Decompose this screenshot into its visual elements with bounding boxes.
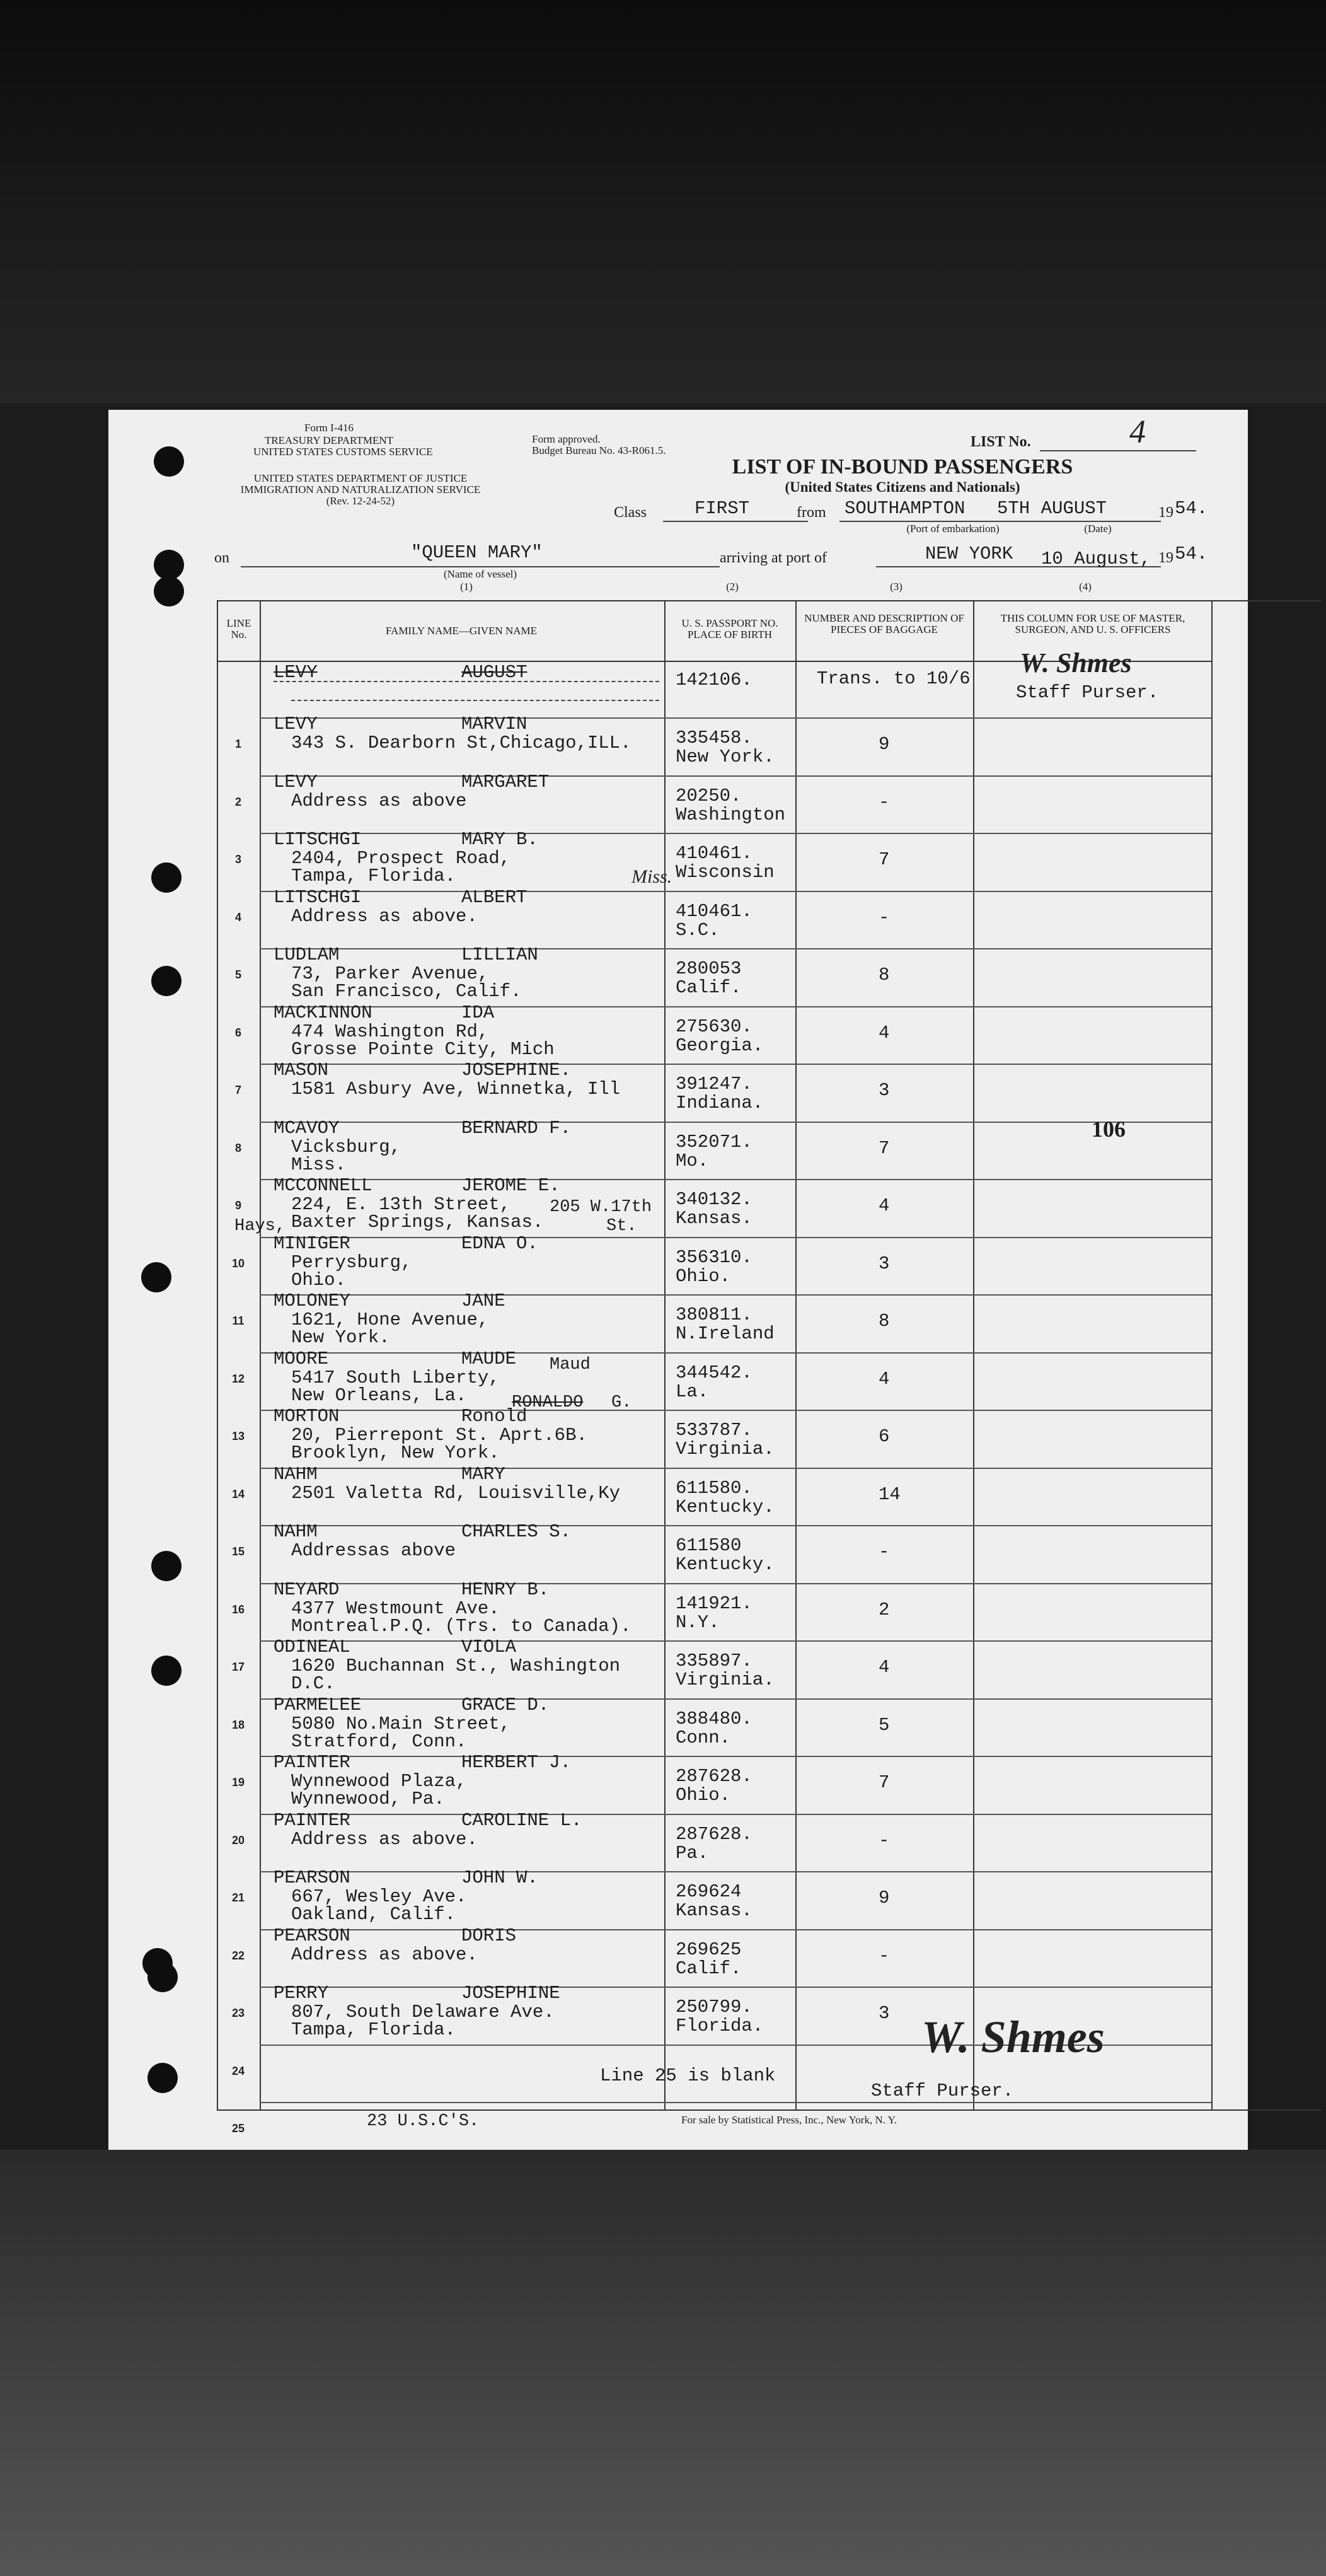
passenger-family-name: MOORE	[274, 1348, 329, 1369]
passenger-address-line-2: D.C.	[291, 1673, 335, 1694]
row-divider	[260, 1640, 1211, 1642]
passenger-given-name: MAUDE	[461, 1348, 517, 1369]
passenger-given-name: JEROME E.	[461, 1175, 560, 1196]
passport-number: 340132.	[676, 1189, 752, 1210]
place-of-birth: Calif.	[676, 977, 742, 998]
place-of-birth: S.C.	[676, 919, 720, 941]
arrival-port: NEW YORK	[925, 543, 1013, 564]
passenger-given-name: VIOLA	[461, 1637, 517, 1657]
passenger-address-line-1: 474 Washington Rd,	[291, 1021, 489, 1042]
row-divider	[260, 2102, 1211, 2103]
top-entry-passport: 142106.	[676, 670, 752, 690]
baggage-count: 14	[879, 1483, 901, 1505]
passenger-address-line-2: Ohio.	[291, 1269, 347, 1291]
passenger-address-line-2: San Francisco, Calif.	[291, 981, 522, 1002]
baggage-count: 5	[879, 1714, 890, 1736]
passenger-family-name: MINIGER	[274, 1233, 350, 1254]
passenger-address-line-1: 73, Parker Avenue,	[291, 963, 489, 984]
passenger-family-name: MCCONNELL	[274, 1175, 372, 1196]
passenger-family-name: LUDLAM	[274, 944, 340, 965]
passenger-family-name: MACKINNON	[274, 1002, 372, 1023]
row-number: 8	[234, 1141, 241, 1154]
top-entry-baggage: Trans. to 10/6	[817, 668, 971, 689]
passenger-address-line-2: Oakland, Calif.	[291, 1904, 456, 1925]
baggage-count: -	[879, 1945, 890, 1966]
col-baggage-header: NUMBER AND DESCRIPTION OF PIECES OF BAGGAGE	[804, 612, 964, 635]
year-suffix-1: 54.	[1175, 498, 1208, 519]
baggage-count: 3	[879, 1253, 890, 1274]
date-caption: (Date)	[1084, 523, 1112, 535]
row-number: 17	[231, 1661, 245, 1673]
passenger-given-name: DORIS	[461, 1925, 517, 1946]
year-prefix-2: 19	[1158, 550, 1173, 566]
row-number: 7	[234, 1084, 241, 1096]
embarkation-date: 5TH AUGUST	[997, 498, 1107, 519]
passenger-address-line-2: Brooklyn, New York.	[291, 1442, 500, 1463]
passport-number: 391247.	[676, 1074, 752, 1094]
passenger-given-name: JOSEPHINE.	[461, 1060, 572, 1081]
passenger-given-name: Ronold	[461, 1406, 528, 1427]
passenger-family-name: MASON	[274, 1060, 329, 1081]
passport-number: 352071.	[676, 1131, 752, 1152]
col-officers-header: THIS COLUMN FOR USE OF MASTER, SURGEON, AND U. S. OFFICERS	[1000, 612, 1185, 635]
col-name-header: FAMILY NAME—GIVEN NAME	[385, 625, 538, 637]
passenger-given-name: JANE	[461, 1291, 505, 1311]
binder-hole	[141, 1262, 171, 1292]
passenger-address-line-1: Address as above	[291, 790, 467, 811]
col-line-header: LINE No.	[226, 617, 251, 641]
baggage-count: 7	[879, 1772, 890, 1793]
baggage-count: 8	[879, 1311, 890, 1332]
row-divider	[260, 1294, 1211, 1296]
baggage-count: 4	[879, 1195, 890, 1216]
row-number: 25	[231, 2122, 245, 2135]
passport-number: 335458.	[676, 728, 752, 748]
citizen-count: 23 U.S.C'S.	[367, 2112, 480, 2131]
passport-number: 380811.	[676, 1304, 752, 1325]
port-of-embarkation: SOUTHAMPTON	[845, 498, 966, 519]
passenger-address-line-1: 224, E. 13th Street,	[291, 1194, 511, 1215]
place-of-birth: Virginia.	[676, 1439, 775, 1459]
top-entry-family: LEVY	[274, 662, 318, 683]
manifest-page	[108, 410, 1248, 2150]
row-number: 19	[231, 1776, 245, 1789]
passenger-address-line-2: Tampa, Florida.	[291, 2019, 456, 2040]
passenger-address-line-1: 4377 Westmount Ave.	[291, 1598, 500, 1619]
passport-number: 287628.	[676, 1766, 752, 1787]
passenger-address-line-1: 2404, Prospect Road,	[291, 848, 511, 869]
passenger-family-name: NAHM	[274, 1521, 318, 1542]
caption-3: (3)	[890, 581, 902, 593]
passenger-family-name: MCAVOY	[274, 1117, 340, 1139]
place-of-birth: Ohio.	[676, 1265, 731, 1287]
caption-4: (4)	[1079, 581, 1092, 593]
passport-number: 141921.	[676, 1593, 752, 1614]
passenger-given-name: GRACE D.	[461, 1694, 550, 1715]
binder-hole	[151, 862, 182, 893]
passenger-address-line-1: Address as above.	[291, 1944, 478, 1965]
baggage-count: 3	[879, 2003, 890, 2024]
passport-number: 269624	[676, 1881, 742, 1902]
baggage-count: 8	[879, 965, 890, 985]
passenger-address-line-1: Addressas above	[291, 1540, 456, 1561]
passport-number: 611580.	[676, 1477, 752, 1499]
row-divider	[260, 1871, 1211, 1872]
passenger-family-name: LITSCHGI	[274, 886, 362, 908]
morton-given-suffix: G.	[611, 1393, 632, 1412]
passport-number: 280053	[676, 958, 742, 979]
row-number: 12	[231, 1372, 245, 1385]
treasury-dept: TREASURY DEPARTMENT	[264, 434, 394, 446]
passenger-given-name: EDNA O.	[461, 1233, 538, 1254]
form-revision: (Rev. 12-24-52)	[326, 495, 395, 507]
row-divider	[260, 1814, 1211, 1815]
passenger-family-name: NEYARD	[274, 1579, 340, 1600]
row-number: 9	[234, 1199, 241, 1212]
place-of-birth: La.	[676, 1381, 709, 1402]
form-approved: Form approved.	[532, 433, 601, 445]
passenger-family-name: LEVY	[274, 714, 318, 734]
passenger-family-name: NAHM	[274, 1463, 318, 1485]
row-divider	[260, 948, 1211, 949]
passenger-address-line-2: Tampa, Florida.	[291, 866, 456, 886]
place-of-birth: Kansas.	[676, 1900, 752, 1921]
place-of-birth: N.Y.	[676, 1611, 720, 1633]
passenger-address-line-1: Vicksburg,	[291, 1136, 401, 1157]
year-prefix-1: 19	[1158, 504, 1173, 521]
immigration-service: IMMIGRATION AND NATURALIZATION SERVICE	[240, 484, 481, 496]
binder-hole	[151, 1656, 182, 1686]
row-number: 2	[234, 795, 241, 808]
passenger-address-line-1: 20, Pierrepont St. Aprt.6B.	[291, 1425, 587, 1446]
baggage-count: 7	[879, 849, 890, 870]
customs-service: UNITED STATES CUSTOMS SERVICE	[253, 446, 433, 458]
passenger-given-name: MARY B.	[461, 829, 538, 850]
row-divider	[260, 1064, 1211, 1065]
place-of-birth: Kansas.	[676, 1208, 752, 1229]
morton-struck-given: RONALDO	[512, 1393, 584, 1412]
arrival-date: 10 August,	[1041, 548, 1151, 569]
passport-number: 20250.	[676, 785, 742, 806]
passenger-address-line-1: 807, South Delaware Ave.	[291, 2002, 555, 2022]
baggage-count: 4	[879, 1368, 890, 1390]
row-number: 13	[231, 1430, 245, 1442]
baggage-count: -	[879, 1541, 890, 1562]
passenger-address-line-2: New York.	[291, 1327, 390, 1348]
passenger-given-name: CHARLES S.	[461, 1521, 572, 1542]
passenger-given-name: JOSEPHINE	[461, 1983, 560, 2004]
baggage-count: 7	[879, 1137, 890, 1159]
passenger-family-name: PEARSON	[274, 1925, 350, 1946]
top-entry-officer-title: Staff Purser.	[1016, 682, 1159, 703]
passenger-given-name: MARY	[461, 1463, 505, 1485]
form-number: Form I-416	[304, 422, 354, 434]
passenger-address-line-1: 1581 Asbury Ave, Winnetka, Ill	[291, 1079, 621, 1099]
purser-title: Staff Purser.	[871, 2080, 1014, 2101]
passenger-given-name: IDA	[461, 1002, 495, 1023]
row-number: 21	[231, 1891, 245, 1904]
row-divider	[260, 1525, 1211, 1526]
caption-1: (1)	[460, 581, 473, 593]
microfilm-border-top	[0, 0, 1326, 403]
row-number: 11	[232, 1314, 245, 1327]
on-label: on	[214, 550, 229, 566]
passport-number: 269625	[676, 1939, 742, 1960]
passenger-given-name: HENRY B.	[461, 1579, 550, 1600]
budget-bureau: Budget Bureau No. 43-R061.5.	[532, 444, 666, 456]
place-of-birth: Florida.	[676, 2016, 764, 2036]
passenger-given-name: MARVIN	[461, 714, 528, 734]
passenger-address-line-2: Montreal.P.Q. (Trs. to Canada).	[291, 1615, 631, 1637]
row-divider	[260, 775, 1211, 777]
passport-number: 533787.	[676, 1420, 752, 1441]
passenger-address-line-1: Address as above.	[291, 1828, 478, 1850]
place-of-birth: Virginia.	[676, 1669, 775, 1690]
baggage-count: 2	[879, 1599, 890, 1620]
manifest-subtitle: (United States Citizens and Nationals)	[785, 479, 1020, 495]
place-of-birth: Mo.	[676, 1150, 709, 1171]
row-divider	[260, 833, 1211, 834]
place-of-birth: Kentucky.	[676, 1554, 775, 1575]
list-label: LIST No.	[971, 434, 1031, 450]
passenger-table	[217, 600, 1321, 2111]
row-divider	[260, 1237, 1211, 1238]
row-number: 1	[234, 738, 241, 750]
passenger-family-name: PARMELEE	[274, 1694, 362, 1715]
row-divider	[260, 1006, 1211, 1007]
place-of-birth: Georgia.	[676, 1035, 764, 1056]
top-entry-signature: W. Shmes	[1020, 647, 1132, 678]
place-of-birth: Ohio.	[676, 1785, 731, 1806]
passenger-given-name: BERNARD F.	[461, 1117, 572, 1139]
place-of-birth: Indiana.	[676, 1093, 764, 1113]
binder-hole	[147, 2063, 178, 2093]
passport-number: 344542.	[676, 1362, 752, 1383]
row-number: 15	[231, 1545, 245, 1558]
row-number: 5	[234, 968, 241, 981]
row-number: 20	[231, 1833, 245, 1847]
row-divider	[260, 1987, 1211, 1988]
binder-hole	[151, 966, 182, 996]
row-number: 23	[231, 2007, 245, 2019]
place-of-birth: Kentucky.	[676, 1496, 775, 1517]
officer-note: 106	[1092, 1117, 1126, 1142]
row-divider	[260, 1122, 1211, 1123]
passenger-address-line-1: 5080 No.Main Street,	[291, 1713, 511, 1734]
baggage-count: 4	[879, 1657, 890, 1678]
class-value: FIRST	[695, 498, 750, 519]
passenger-address-line-2: New Orleans, La.	[291, 1384, 467, 1406]
mcconnell-new-address: 205 W.17th	[550, 1198, 652, 1217]
arriving-label: arriving at port of	[720, 550, 827, 566]
row-divider	[260, 1929, 1211, 1930]
binder-hole	[147, 1962, 178, 1992]
from-label: from	[797, 504, 826, 521]
year-suffix-2: 54.	[1175, 543, 1208, 564]
passenger-address-line-2: Miss.	[291, 1154, 347, 1175]
passport-number: 410461.	[676, 900, 752, 922]
row-number: 10	[231, 1256, 245, 1270]
binder-hole	[154, 576, 184, 606]
passenger-address-line-1: Wynnewood Plaza,	[291, 1771, 467, 1792]
passenger-family-name: LITSCHGI	[274, 829, 362, 850]
passenger-address-line-2: Grosse Pointe City, Mich	[291, 1038, 555, 1060]
passport-number: 410461.	[676, 843, 752, 864]
row-number: 22	[231, 1949, 245, 1962]
place-of-birth: Conn.	[676, 1727, 731, 1748]
baggage-count: -	[879, 907, 890, 928]
passenger-family-name: PERRY	[274, 1983, 329, 2004]
passenger-family-name: LEVY	[274, 771, 318, 792]
purser-signature: W. Shmes	[921, 2012, 1105, 2062]
litschgi-birth-correction: Miss.	[631, 866, 672, 887]
passenger-address-line-1: 667, Wesley Ave.	[291, 1886, 467, 1907]
passenger-given-name: ALBERT	[461, 886, 528, 908]
manifest-title: LIST OF IN-BOUND PASSENGERS	[732, 455, 1073, 479]
passenger-family-name: PAINTER	[274, 1809, 350, 1831]
binder-hole	[154, 446, 184, 477]
col-passport-header: U. S. PASSPORT NO. PLACE OF BIRTH	[681, 617, 778, 641]
passenger-address-line-2: Stratford, Conn.	[291, 1731, 467, 1752]
row-number: 16	[231, 1603, 245, 1616]
baggage-count: 4	[879, 1022, 890, 1043]
list-number: 4	[1129, 414, 1146, 450]
passenger-given-name: MARGARET	[461, 771, 550, 792]
row-number: 6	[234, 1026, 241, 1039]
place-of-birth: Pa.	[676, 1842, 709, 1864]
passenger-address-line-1: 2501 Valetta Rd, Louisville,Ky	[291, 1482, 621, 1504]
binder-hole	[154, 550, 184, 580]
passenger-address-line-1: 1621, Hone Avenue,	[291, 1309, 489, 1330]
passenger-address-line-1: 1620 Buchannan St., Washington	[291, 1656, 621, 1676]
place-of-birth: Wisconsin	[676, 862, 775, 883]
passenger-family-name: PEARSON	[274, 1867, 350, 1888]
vessel-name: "QUEEN MARY"	[411, 542, 543, 563]
passport-number: 611580	[676, 1535, 742, 1556]
passenger-address-line-1: 343 S. Dearborn St,Chicago,ILL.	[291, 733, 631, 753]
baggage-count: -	[879, 791, 890, 813]
passport-number: 287628.	[676, 1823, 752, 1845]
place-of-birth: Washington	[676, 804, 786, 825]
embarkation-caption: (Port of embarkation)	[906, 523, 1000, 535]
baggage-count: -	[879, 1830, 890, 1851]
row-number: 24	[231, 2064, 245, 2077]
row-number: 18	[231, 1718, 245, 1731]
row-number: 3	[234, 853, 241, 866]
place-of-birth: N.Ireland	[676, 1323, 775, 1344]
passenger-given-name: HERBERT J.	[461, 1752, 572, 1773]
passport-number: 356310.	[676, 1246, 752, 1268]
baggage-count: 6	[879, 1426, 890, 1447]
class-label: Class	[614, 504, 647, 521]
place-of-birth: Calif.	[676, 1958, 742, 1979]
passenger-address-line-2: Wynnewood, Pa.	[291, 1789, 445, 1809]
passport-number: 388480.	[676, 1708, 752, 1729]
passenger-given-name: LILLIAN	[461, 944, 538, 965]
passport-number: 250799.	[676, 1997, 752, 2017]
baggage-count: 9	[879, 734, 890, 755]
passport-number: 335897.	[676, 1651, 752, 1671]
passenger-family-name: PAINTER	[274, 1752, 350, 1773]
passenger-given-name: JOHN W.	[461, 1867, 538, 1888]
moore-corrected-given: Maud	[550, 1355, 591, 1374]
mcconnell-new-address-2: St.	[606, 1217, 637, 1236]
place-of-birth: New York.	[676, 746, 775, 767]
justice-dept: UNITED STATES DEPARTMENT OF JUSTICE	[253, 472, 468, 484]
passenger-family-name: MORTON	[274, 1406, 340, 1427]
passenger-given-name: CAROLINE L.	[461, 1809, 582, 1831]
microfilm-border-bottom	[0, 2150, 1326, 2576]
passenger-address-line-1: Perrysburg,	[291, 1251, 412, 1273]
passenger-family-name: MOLONEY	[274, 1291, 350, 1311]
printer-credit: For sale by Statistical Press, Inc., New York, N. Y.	[681, 2114, 897, 2126]
mcconnell-city-prefix: Hays,	[234, 1217, 286, 1236]
top-entry-given: AUGUST	[461, 662, 528, 683]
row-divider	[260, 1468, 1211, 1469]
row-divider	[260, 891, 1211, 892]
blank-line-note: Line 25 is blank	[600, 2065, 776, 2086]
vessel-caption: (Name of vessel)	[443, 568, 517, 580]
row-divider	[260, 1698, 1211, 1700]
binder-hole	[151, 1551, 182, 1581]
row-divider	[260, 1583, 1211, 1584]
baggage-count: 9	[879, 1888, 890, 1908]
row-number: 4	[234, 910, 241, 924]
row-divider	[260, 1352, 1211, 1354]
passenger-address-line-1: 5417 South Liberty,	[291, 1367, 500, 1388]
row-number: 14	[231, 1487, 245, 1500]
row-divider	[260, 1179, 1211, 1180]
baggage-count: 3	[879, 1080, 890, 1101]
passport-number: 275630.	[676, 1016, 752, 1037]
passenger-address-line-1: Address as above.	[291, 905, 478, 927]
passenger-address-line-2: Baxter Springs, Kansas.	[291, 1212, 544, 1233]
row-divider	[260, 717, 1211, 719]
passenger-family-name: ODINEAL	[274, 1637, 350, 1657]
row-divider	[260, 1756, 1211, 1757]
row-divider	[260, 1410, 1211, 1411]
caption-2: (2)	[726, 581, 739, 593]
